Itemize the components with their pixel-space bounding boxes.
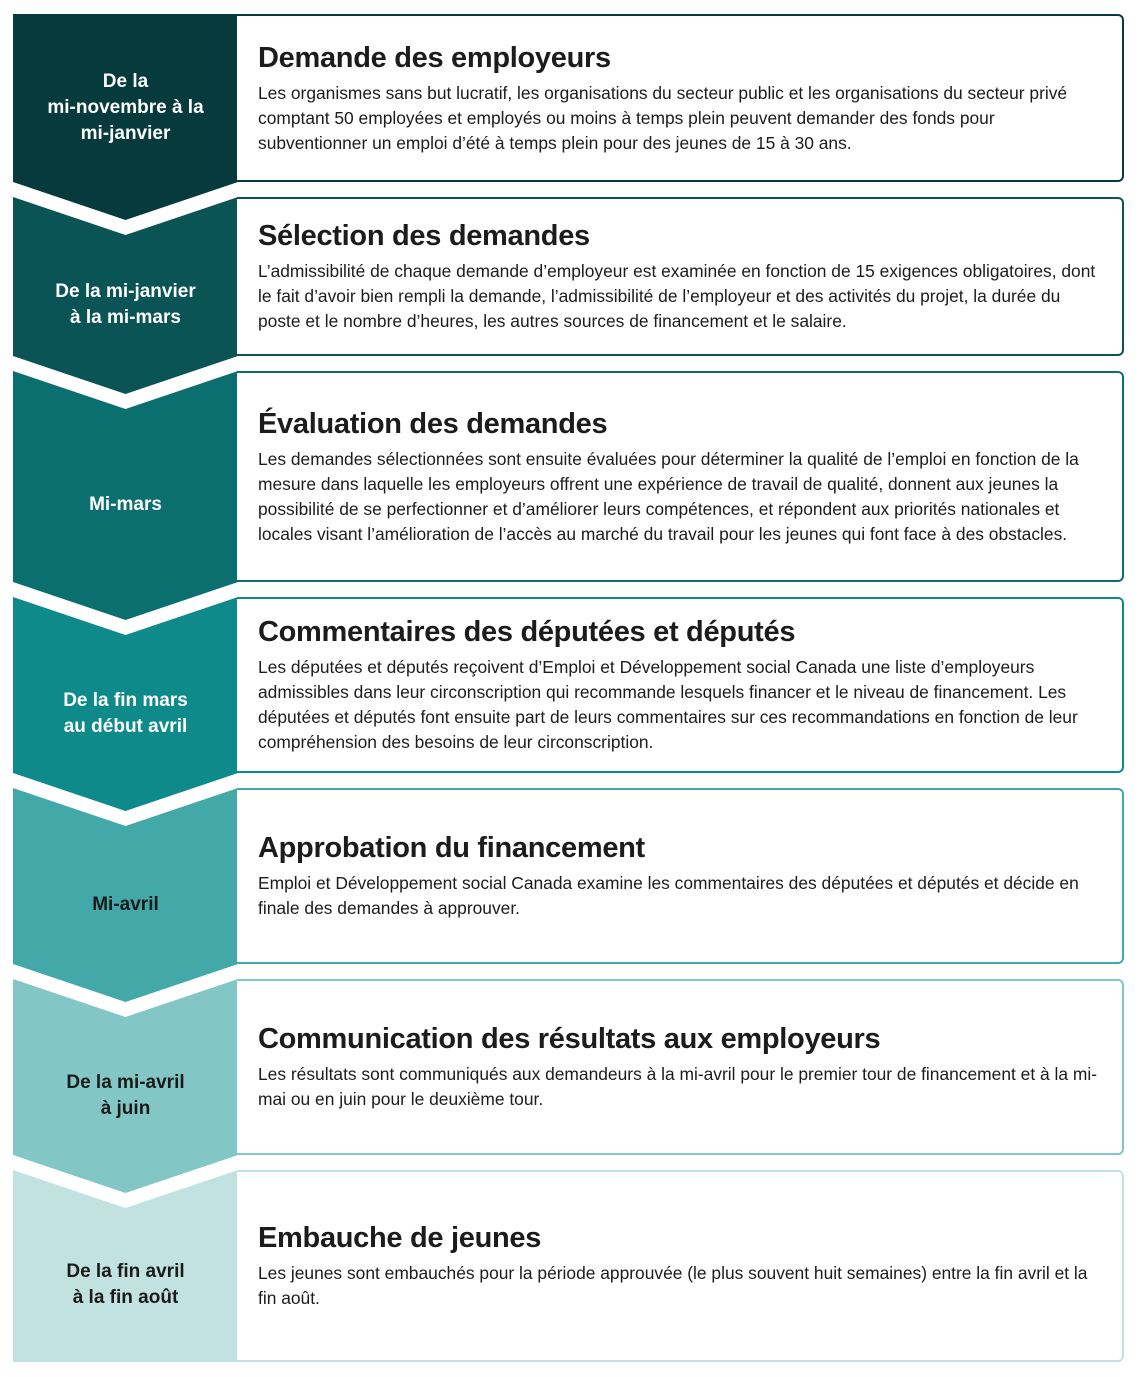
stage-card	[237, 197, 1124, 356]
stage-period-chevron	[13, 1170, 238, 1362]
stage-description: Les résultats sont communiqués aux demandeurs à la mi-avril pour le premier tour de financement et à la mi-mai ou en juin pour le deuxième tour.	[258, 1064, 1098, 1109]
stage-description: Les jeunes sont embauchés pour la période approuvée (le plus souvent huit semaines) entre la fin avril et la fin août.	[258, 1263, 1088, 1308]
stage-period-chevron	[13, 788, 238, 964]
stage-period-label: Mi-mars	[89, 494, 162, 515]
stage-description: Les demandes sélectionnées sont ensuite évaluées pour déterminer la qualité de l’emploi en fonction de la mesure dans laquelle les employeurs offrent une expérience de travail de qualité, donnent aux jeunes la possibilité de se perfectionner et d’améliorer leurs compétences, et répondent aux priorités nationales et locales visant l’amélioration de l’accès au marché du travail pour les jeunes qui font face à des obstacles.	[258, 448, 1079, 544]
stage-period-label: De la fin avril à la fin août	[66, 1261, 185, 1308]
stage-title: Demande des employeurs	[258, 41, 611, 74]
stage-period-label: De la mi-novembre à la mi-janvier	[47, 70, 204, 144]
stage-card	[237, 14, 1124, 182]
stage-card	[237, 979, 1124, 1155]
stage-card	[237, 371, 1124, 582]
stage-description: Emploi et Développement social Canada examine les commentaires des députées et députés et décide en finale des demandes à approuver.	[258, 873, 1079, 918]
stage-period-chevron	[13, 371, 238, 582]
stage-title: Commentaires des députées et députés	[258, 616, 796, 648]
stage-period-chevron	[13, 597, 238, 773]
stage-card	[237, 1170, 1124, 1362]
stage-description: L’admissibilité de chaque demande d’employeur est examinée en fonction de 15 exigences obligatoires, dont le fait d’avoir bien rempli la demande, l’admissibilité de l’employeur et des activités du projet, la durée du poste et le nombre d’heures, les autres sources de financement et le salaire.	[258, 261, 1096, 331]
stage-period-chevron	[13, 979, 238, 1155]
stage-title: Évaluation des demandes	[258, 407, 608, 440]
stage-period-label: De la mi-janvier à la mi-mars	[55, 281, 196, 328]
stage-period-label: De la fin mars au début avril	[63, 689, 188, 737]
stage-title: Approbation du financement	[258, 832, 645, 864]
stage-period-label: Mi-avril	[92, 893, 159, 915]
stage-card	[237, 597, 1124, 773]
stage-description: Les organismes sans but lucratif, les organisations du secteur public et les organisations du secteur privé comptant 50 employées et employés ou moins à temps plein peuvent demander des fonds pour subventionner un emploi d’été à temps plein pour des jeunes de 15 à 30 ans.	[258, 82, 1068, 153]
stage-title: Sélection des demandes	[258, 220, 590, 252]
stage-card	[237, 788, 1124, 964]
stage-title: Communication des résultats aux employeurs	[258, 1023, 881, 1055]
stage-description: Les députées et députés reçoivent d’Emploi et Développement social Canada une liste d’employeurs admissibles dans leur circonscription qui recommande lesquels financer et le niveau de financement. Les députées et députés font ensuite part de leurs commentaires sur ces recommandations en fonction de leur compréhension des besoins de leur circonscription.	[258, 657, 1078, 752]
stage-period-chevron	[13, 14, 238, 182]
stage-period-label: De la mi-avril à juin	[66, 1071, 185, 1119]
stage-period-chevron	[13, 197, 238, 356]
stage-title: Embauche de jeunes	[258, 1222, 542, 1254]
